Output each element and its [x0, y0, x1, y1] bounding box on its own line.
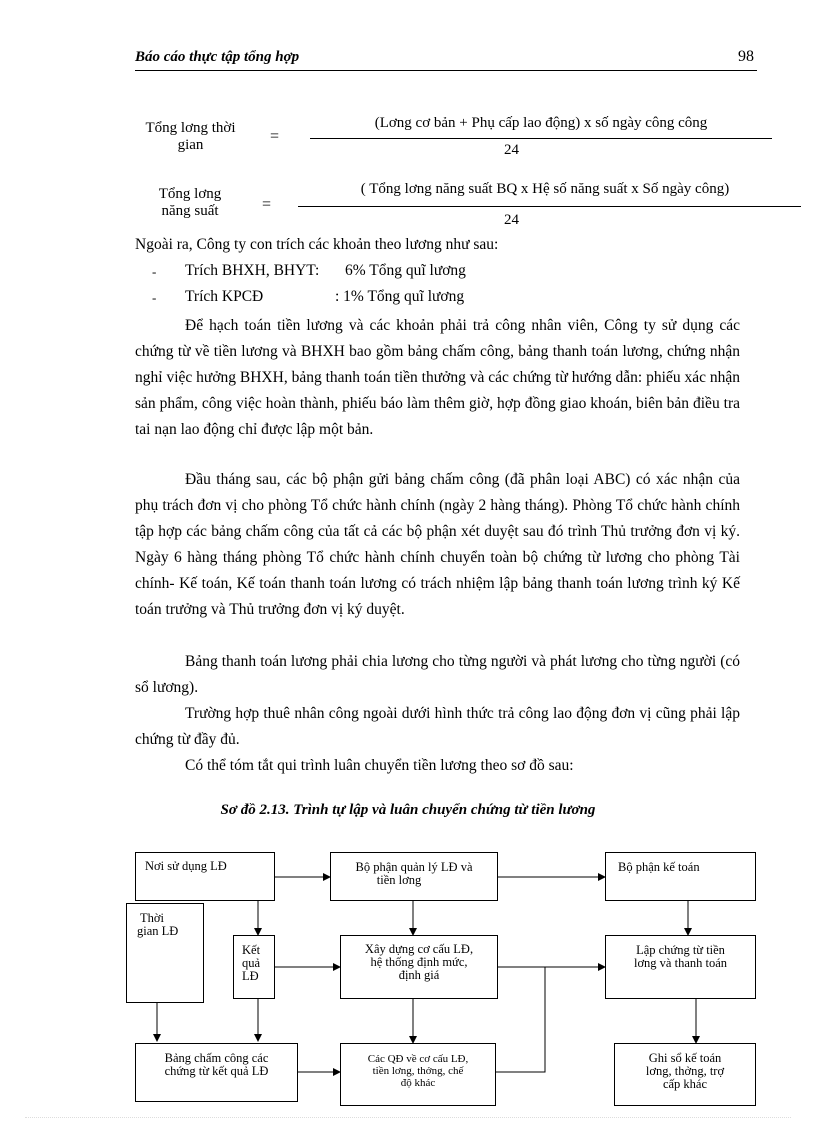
box-labor-result-line1: Kết — [242, 943, 261, 957]
box-decisions-line3: độ khác — [400, 1077, 436, 1089]
connector-decisions-to-payroll-path — [496, 967, 545, 1072]
box-ledger-line2: lơng, thởng, trợ — [645, 1064, 725, 1078]
box-accounting-dept — [605, 852, 756, 901]
paragraph-payroll-split: Bảng thanh toán lương phải chia lương cho từng người và phát lương cho từng người (có sổ lương). — [135, 653, 740, 696]
box-norms-line1: Xây dựng cơ cấu LĐ, — [364, 942, 474, 956]
box-decisions — [340, 1043, 496, 1106]
formula-productivity-denominator: 24 — [504, 212, 519, 228]
box-ledger-line3: cấp khác — [662, 1077, 708, 1091]
formula-productivity-equals: = — [262, 196, 272, 213]
report-header-title: Báo cáo thực tập tổng hợp — [135, 49, 300, 65]
box-norms-line2: hệ thống định mức, — [370, 955, 468, 969]
box-accounting-dept-line1: Bộ phận kế toán — [618, 860, 700, 874]
box-payroll-line1: Lập chứng từ tiền — [636, 943, 725, 957]
box-payroll — [605, 935, 756, 999]
intro-line: Ngoài ra, Công ty con trích các khoản theo lương như sau: — [135, 236, 499, 253]
box-norms-line3: định giá — [398, 968, 440, 982]
formula-productivity-lhs-line2: năng suất — [161, 203, 219, 219]
bullet-label-1: Trích BHXH, BHYT: — [185, 262, 320, 279]
box-labor-result — [233, 935, 275, 999]
page-bottom-edge — [25, 1117, 791, 1118]
formula-time-lhs-line1: Tổng lơng thời — [145, 120, 236, 136]
box-labor-time-line2: gian LĐ — [137, 924, 179, 938]
box-decisions-line2: tiền lơng, thởng, chế — [372, 1065, 464, 1077]
box-labor-result-line2: quả — [242, 956, 261, 970]
box-labor-time — [126, 903, 204, 1003]
paragraph-summary: Có thể tóm tắt qui trình luân chuyển tiền lương theo sơ đồ sau: — [185, 757, 574, 774]
box-labor-user-line1: Nơi sử dụng LĐ — [145, 859, 227, 873]
box-labor-result-line3: LĐ — [242, 969, 259, 983]
box-timesheet-line1: Bảng chấm công các — [164, 1051, 269, 1065]
paragraph-outsourced-labor: Trường hợp thuê nhân công ngoài dưới hình thức trả công lao động đơn vị cũng phải lập chứng từ đầy đủ. — [135, 705, 740, 748]
box-labor-management-line1: Bộ phận quản lý LĐ và — [355, 860, 473, 874]
paragraph-documents: Để hạch toán tiền lương và các khoản phải trả công nhân viên, Công ty sử dụng các chứng từ về tiền lương và BHXH bao gồm bảng chấm công, bảng thanh toán lương, chứng nhận nghỉ việc hưởng BHXH, bảng thanh toán tiền thưởng và các chứng từ hướng dẫn: phiếu xác nhận sản phẩm, công việc hoàn thành, phiếu báo làm thêm giờ, hợp đồng giao khoán, biên bản điều tra tai nạn lao động chỉ được lập một bản. — [135, 317, 740, 438]
box-timesheet — [135, 1043, 298, 1102]
formula-time-lhs-line2: gian — [177, 137, 204, 153]
bullet-mark-1: - — [152, 264, 157, 279]
formula-time-denominator: 24 — [504, 142, 519, 158]
diagram-caption: Sơ đồ 2.13. Trình tự lập và luân chuyển chứng từ tiền lương — [220, 802, 596, 818]
box-ledger — [614, 1043, 756, 1106]
box-decisions-line1: Các QĐ về cơ cấu LĐ, — [367, 1053, 469, 1065]
box-norms — [340, 935, 498, 999]
box-labor-management-line2: tiền lơng — [376, 873, 422, 887]
formula-time-equals: = — [270, 128, 280, 145]
box-ledger-line1: Ghi sổ kế toán — [648, 1051, 722, 1065]
box-labor-management — [330, 852, 498, 901]
box-payroll-line2: lơng và thanh toán — [633, 956, 728, 970]
box-labor-user — [135, 852, 275, 901]
box-labor-time-line1: Thời — [140, 911, 164, 925]
formula-productivity-numerator: ( Tổng lơng năng suất BQ x Hệ số năng suất x Số ngày công) — [360, 181, 730, 197]
paragraph-timesheet-process: Đầu tháng sau, các bộ phận gửi bảng chấm công (đã phân loại ABC) có xác nhận của phụ trách đơn vị cho phòng Tổ chức hành chính (ngày 2 hàng tháng). Phòng Tổ chức hành chính tập hợp các bảng chấm công của tất cả các bộ phận xét duyệt sau đó trình Thủ trưởng đơn vị ký. Ngày 6 hàng tháng phòng Tổ chức hành chính chuyển toàn bộ chứng từ lương cho phòng Tài chính- Kế toán, Kế toán thanh toán lương có trách nhiệm lập bảng thanh toán lương trình ký Kế toán trưởng và Thủ trưởng đơn vị ký duyệt. — [135, 471, 740, 618]
bullet-value-2: : 1% Tổng quĩ lương — [335, 288, 465, 305]
formula-productivity-lhs-line1: Tổng lơng — [158, 186, 222, 202]
bullet-value-1: 6% Tổng quĩ lương — [345, 262, 466, 279]
page-number: 98 — [738, 48, 754, 65]
box-timesheet-line2: chứng từ kết quả LĐ — [164, 1064, 269, 1078]
bullet-mark-2: - — [152, 290, 157, 305]
formula-time-numerator: (Lơng cơ bản + Phụ cấp lao động) x số ngày công công — [374, 115, 708, 131]
bullet-label-2: Trích KPCĐ — [185, 288, 264, 305]
